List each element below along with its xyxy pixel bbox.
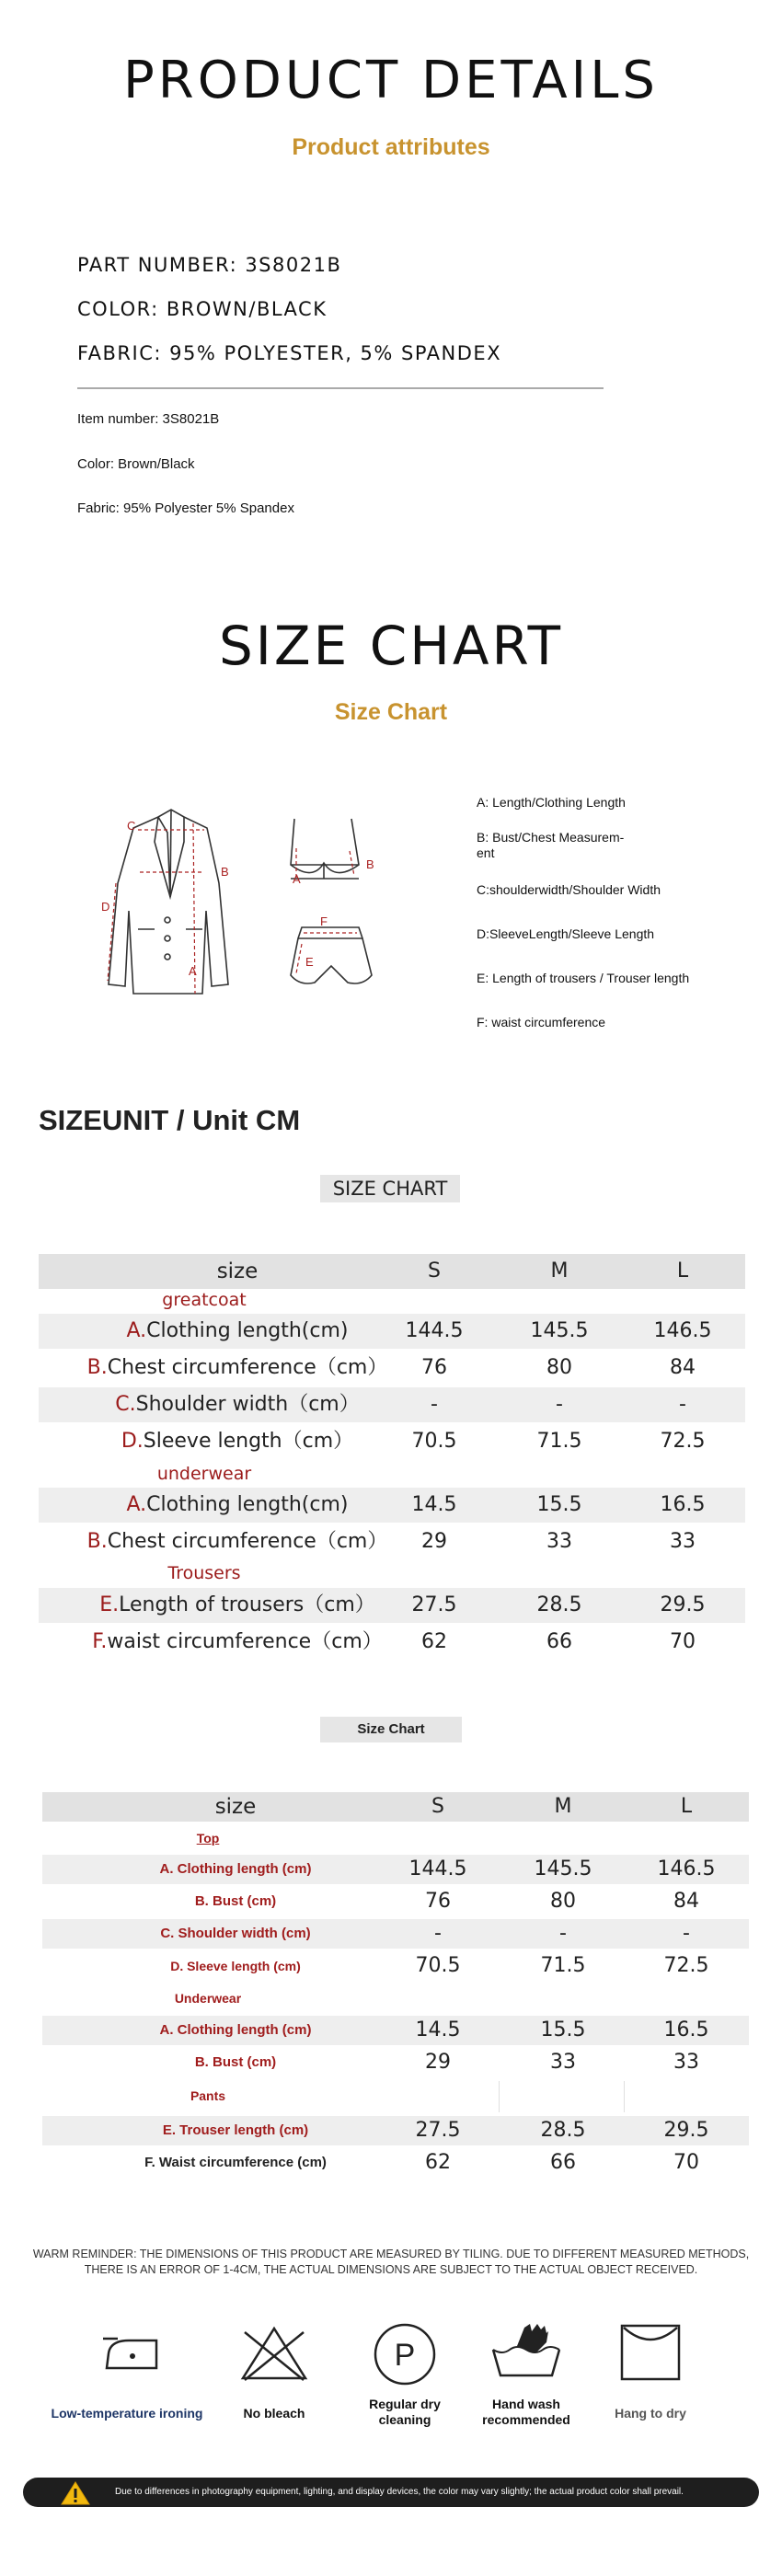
cell-m: 66 [550,2151,576,2174]
row-label: Shoulder width（cm） [135,1393,360,1416]
row-label: Chest circumference（cm） [107,1356,388,1379]
table2-group-row [42,2081,749,2112]
divider [77,387,604,389]
care-label-hang-dry: Hang to dry [615,2406,686,2421]
cell-l: 146.5 [657,1857,716,1880]
table2-group-underwear: Underwear [174,1991,242,2006]
dry-clean-p-icon [373,2322,437,2386]
cell-l: 33 [670,1530,696,1553]
hand-wash-icon [489,2318,563,2383]
table-row [42,1951,749,1981]
row-letter: B. [86,1356,108,1379]
care-label-no-bleach: No bleach [243,2406,305,2421]
cell-s: 76 [421,1356,447,1379]
table2-group-top: Top [196,1831,220,1846]
cell-l: 146.5 [653,1319,712,1342]
table-row [39,1625,745,1660]
cell-divider [624,2081,625,2112]
attribute-color: COLOR: BROWN/BLACK [77,298,328,320]
cell-s: 144.5 [405,1319,464,1342]
cell-s: 29 [425,2051,451,2074]
no-bleach-icon [237,2323,311,2383]
row-label: B. Bust (cm) [194,1893,277,1909]
table-row [42,2016,749,2045]
row-letter: D. [121,1430,144,1453]
legend-item-a: A: Length/Clothing Length [477,795,626,810]
row-label: Chest circumference（cm） [107,1530,388,1553]
bra-drawing [291,819,359,879]
cell-m: 15.5 [536,1493,582,1516]
cell-l: 72.5 [660,1430,706,1453]
row-label: F. Waist circumference (cm) [144,2155,327,2170]
table-row [39,1351,745,1386]
cell-m: 145.5 [530,1319,589,1342]
cell-s: 144.5 [408,1857,467,1880]
warm-reminder-text: WARM REMINDER: THE DIMENSIONS OF THIS PRODUCT ARE MEASURED BY TILING. DUE TO DIFFERENT MEASURED METHODS, THERE IS AN ERROR OF 1-4CM, THE ACTUAL DIMENSIONS ARE SUBJECT TO THE ACTUAL OBJECT RECEIVED. [32,2248,750,2276]
table1-header-l: L [676,1259,689,1282]
cell-l: - [683,1922,690,1945]
table2-group-row [42,1823,749,1853]
cell-s: - [434,1922,442,1945]
row-label: Clothing length(cm) [146,1493,349,1516]
cell-m: 15.5 [540,2018,586,2041]
hang-dry-icon [618,2322,683,2383]
cell-l: - [679,1393,686,1416]
table1-group-trousers: Trousers [167,1563,241,1583]
table-row [39,1387,745,1422]
blazer-drawing [109,810,228,994]
table1-group-greatcoat: greatcoat [162,1290,247,1310]
row-label: E. Trouser length (cm) [162,2122,309,2138]
cell-l: 72.5 [663,1954,709,1977]
row-label: Clothing length(cm) [146,1319,349,1342]
table-row [39,1524,745,1559]
table1-header-s: S [428,1259,441,1282]
table1-header-size: size [216,1259,259,1283]
table2-title-pill: Size Chart [320,1717,462,1742]
garment-measurement-diagram [83,791,451,1012]
cell-l: 70 [670,1630,696,1653]
cell-divider [499,2081,500,2112]
attribute-item-number-small: Item number: 3S8021B [77,411,220,427]
row-letter: B. [86,1530,108,1553]
size-chart-title: SIZE CHART [218,615,564,677]
legend-item-f: F: waist circumference [477,1015,606,1029]
care-label-dry-cleaning: Regular dry cleaning [369,2397,441,2427]
table-row [39,1488,745,1523]
attribute-fabric: FABRIC: 95% POLYESTER, 5% SPANDEX [77,342,502,364]
table2-group-pants: Pants [190,2088,226,2103]
row-label: A. Clothing length (cm) [159,1861,312,1877]
cell-l: 84 [673,1890,699,1913]
size-unit-title: SIZEUNIT / Unit CM [39,1104,301,1136]
care-label-hand-wash: Hand wash recommended [482,2397,570,2427]
row-letter: A. [126,1493,147,1516]
cell-m: 28.5 [536,1593,582,1616]
page-subtitle: Product attributes [292,134,490,160]
cell-m: 80 [546,1356,572,1379]
legend-item-b: B: Bust/Chest Measurem- ent [477,830,625,860]
table-row [42,1919,749,1949]
table1-group-row [39,1289,745,1311]
cell-l: 16.5 [663,2018,709,2041]
svg-text:P: P [394,2338,416,2373]
cell-s: 27.5 [411,1593,457,1616]
legend-item-d: D:SleeveLength/Sleeve Length [477,926,655,941]
diagram-letter-c: C [127,819,136,833]
table2-header-row [42,1792,749,1822]
warning-icon [60,2480,91,2506]
care-label-ironing: Low-temperature ironing [51,2406,203,2421]
cell-s: 62 [421,1630,447,1653]
table-row [39,1424,745,1459]
shorts-drawing [291,927,372,983]
attribute-fabric-small: Fabric: 95% Polyester 5% Spandex [77,500,294,516]
cell-s: 14.5 [411,1493,457,1516]
table1-header-m: M [550,1259,569,1282]
cell-m: - [559,1922,567,1945]
row-letter: E. [99,1593,120,1616]
cell-s: 29 [421,1530,447,1553]
cell-s: 70.5 [415,1954,461,1977]
diagram-letter-b: B [221,865,229,879]
table-row [42,2116,749,2145]
cell-m: 66 [546,1630,572,1653]
table2-group-row [42,1984,749,2013]
row-letter: A. [126,1319,147,1342]
table2-header-size: size [214,1795,257,1819]
table1-title-pill: SIZE CHART [320,1175,460,1202]
table1-group-row [39,1463,745,1485]
row-label: A. Clothing length (cm) [159,2022,312,2038]
cell-s: 70.5 [411,1430,457,1453]
cell-l: 29.5 [663,2119,709,2142]
row-label: waist circumference（cm） [107,1630,383,1653]
cell-s: 27.5 [415,2119,461,2142]
table2-header-l: L [680,1795,693,1818]
cell-m: 71.5 [540,1954,586,1977]
diagram-letter-d: D [101,900,110,914]
footer-notice-bar [23,2478,759,2507]
cell-m: 145.5 [534,1857,592,1880]
table1-group-row [39,1562,745,1584]
row-label: D. Sleeve length (cm) [170,1959,301,1973]
cell-m: 80 [550,1890,576,1913]
cell-m: 33 [550,2051,576,2074]
table1-group-underwear: underwear [156,1464,252,1484]
cell-l: 33 [673,2051,699,2074]
legend-item-c: C:shoulderwidth/Shoulder Width [477,882,661,897]
diagram-letter-a: A [189,964,197,978]
cell-s: - [431,1393,438,1416]
diagram-letter-b-bra: B [366,857,374,871]
iron-low-temp-icon [99,2326,164,2381]
table2-header-s: S [431,1795,444,1818]
attribute-color-small: Color: Brown/Black [77,456,195,472]
table-row [42,2148,749,2178]
attribute-part-number: PART NUMBER: 3S8021B [77,254,342,276]
diagram-letter-a-bra: A [293,872,301,886]
cell-s: 76 [425,1890,451,1913]
table2-header-m: M [554,1795,572,1818]
diagram-letter-f: F [320,914,328,928]
row-label: Length of trousers（cm） [119,1593,375,1616]
row-label: Sleeve length（cm） [143,1430,354,1453]
page-title: PRODUCT DETAILS [123,51,659,110]
table-row [39,1314,745,1349]
cell-m: 33 [546,1530,572,1553]
table-row [39,1588,745,1623]
cell-m: - [556,1393,563,1416]
footer-notice-text: Due to differences in photography equipment, lighting, and display devices, the color may vary slightly; the actual product color shall prevail. [115,2487,684,2497]
cell-l: 70 [673,2151,699,2174]
row-label: B. Bust (cm) [194,2054,277,2070]
table-row [42,2048,749,2077]
row-letter: F. [92,1630,108,1653]
cell-m: 28.5 [540,2119,586,2142]
table-row [42,1887,749,1916]
legend-item-e: E: Length of trousers / Trouser length [477,971,690,985]
size-chart-subtitle: Size Chart [334,699,448,725]
cell-l: 84 [670,1356,696,1379]
cell-s: 14.5 [415,2018,461,2041]
table1-header-row [39,1254,745,1289]
cell-s: 62 [425,2151,451,2174]
cell-l: 16.5 [660,1493,706,1516]
cell-l: 29.5 [660,1593,706,1616]
row-letter: C. [115,1393,136,1416]
diagram-letter-e: E [305,955,314,969]
row-label: C. Shoulder width (cm) [160,1926,311,1941]
table-row [42,1855,749,1884]
cell-m: 71.5 [536,1430,582,1453]
